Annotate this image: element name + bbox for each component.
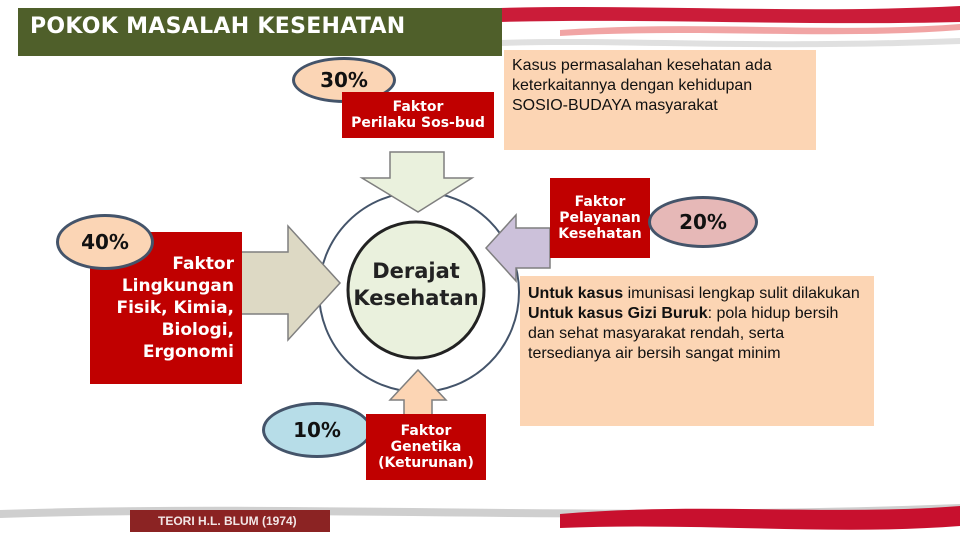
center-label-line1: Derajat [372,259,460,283]
factor-environment-line2: Lingkungan [121,275,234,296]
center-label [348,258,484,313]
note-bottom [520,276,874,426]
footer-source-label: TEORI H.L. BLUM (1974) [130,510,330,532]
percent-oval-service [648,196,758,248]
factor-genetics-line1: Faktor [400,422,452,439]
percent-service: 20% [679,210,727,234]
factor-behavior-line1: Faktor [392,98,444,115]
center-label-line2: Kesehatan [353,286,479,311]
factor-service-line3: Kesehatan [558,226,642,243]
note-bottom-text1: imunisasi lengkap sulit dilakukan [623,285,860,302]
note-top [504,50,816,150]
factor-service-line2: Pelayanan [559,209,641,226]
note-bottom-bold1: Untuk kasus [528,285,624,302]
note-bottom-bold2: Untuk kasus Gizi Buruk [528,305,708,322]
percent-oval-environment [56,214,154,270]
factor-behavior-line2: Perilaku Sos-bud [351,115,485,131]
factor-genetics-line2: Genetika [390,438,462,455]
factor-environment-line1: Faktor [172,253,234,274]
percent-environment: 40% [81,230,129,254]
factor-genetics-line3: (Keturunan) [378,455,474,472]
factor-box-genetics [366,414,486,480]
factor-environment-line5: Ergonomi [142,342,234,363]
percent-oval-genetics [262,402,372,458]
note-bottom-text2: : pola hidup bersih dan sehat masyarakat rendah, serta tersedianya air bersih sangat minim [528,305,839,362]
factor-environment-line4: Biologi, [161,320,234,341]
factor-service-line1: Faktor [574,193,626,210]
percent-behavior: 30% [320,68,368,92]
percent-genetics: 10% [293,418,341,442]
page-title: POKOK MASALAH KESEHATAN [30,14,406,39]
factor-environment-line3: Fisik, Kimia, [116,297,234,318]
note-top-text: Kasus permasalahan kesehatan ada keterkaitannya dengan kehidupan SOSIO-BUDAYA masyarakat [512,57,772,114]
factor-box-service [550,178,650,258]
factor-box-behavior [342,92,494,138]
